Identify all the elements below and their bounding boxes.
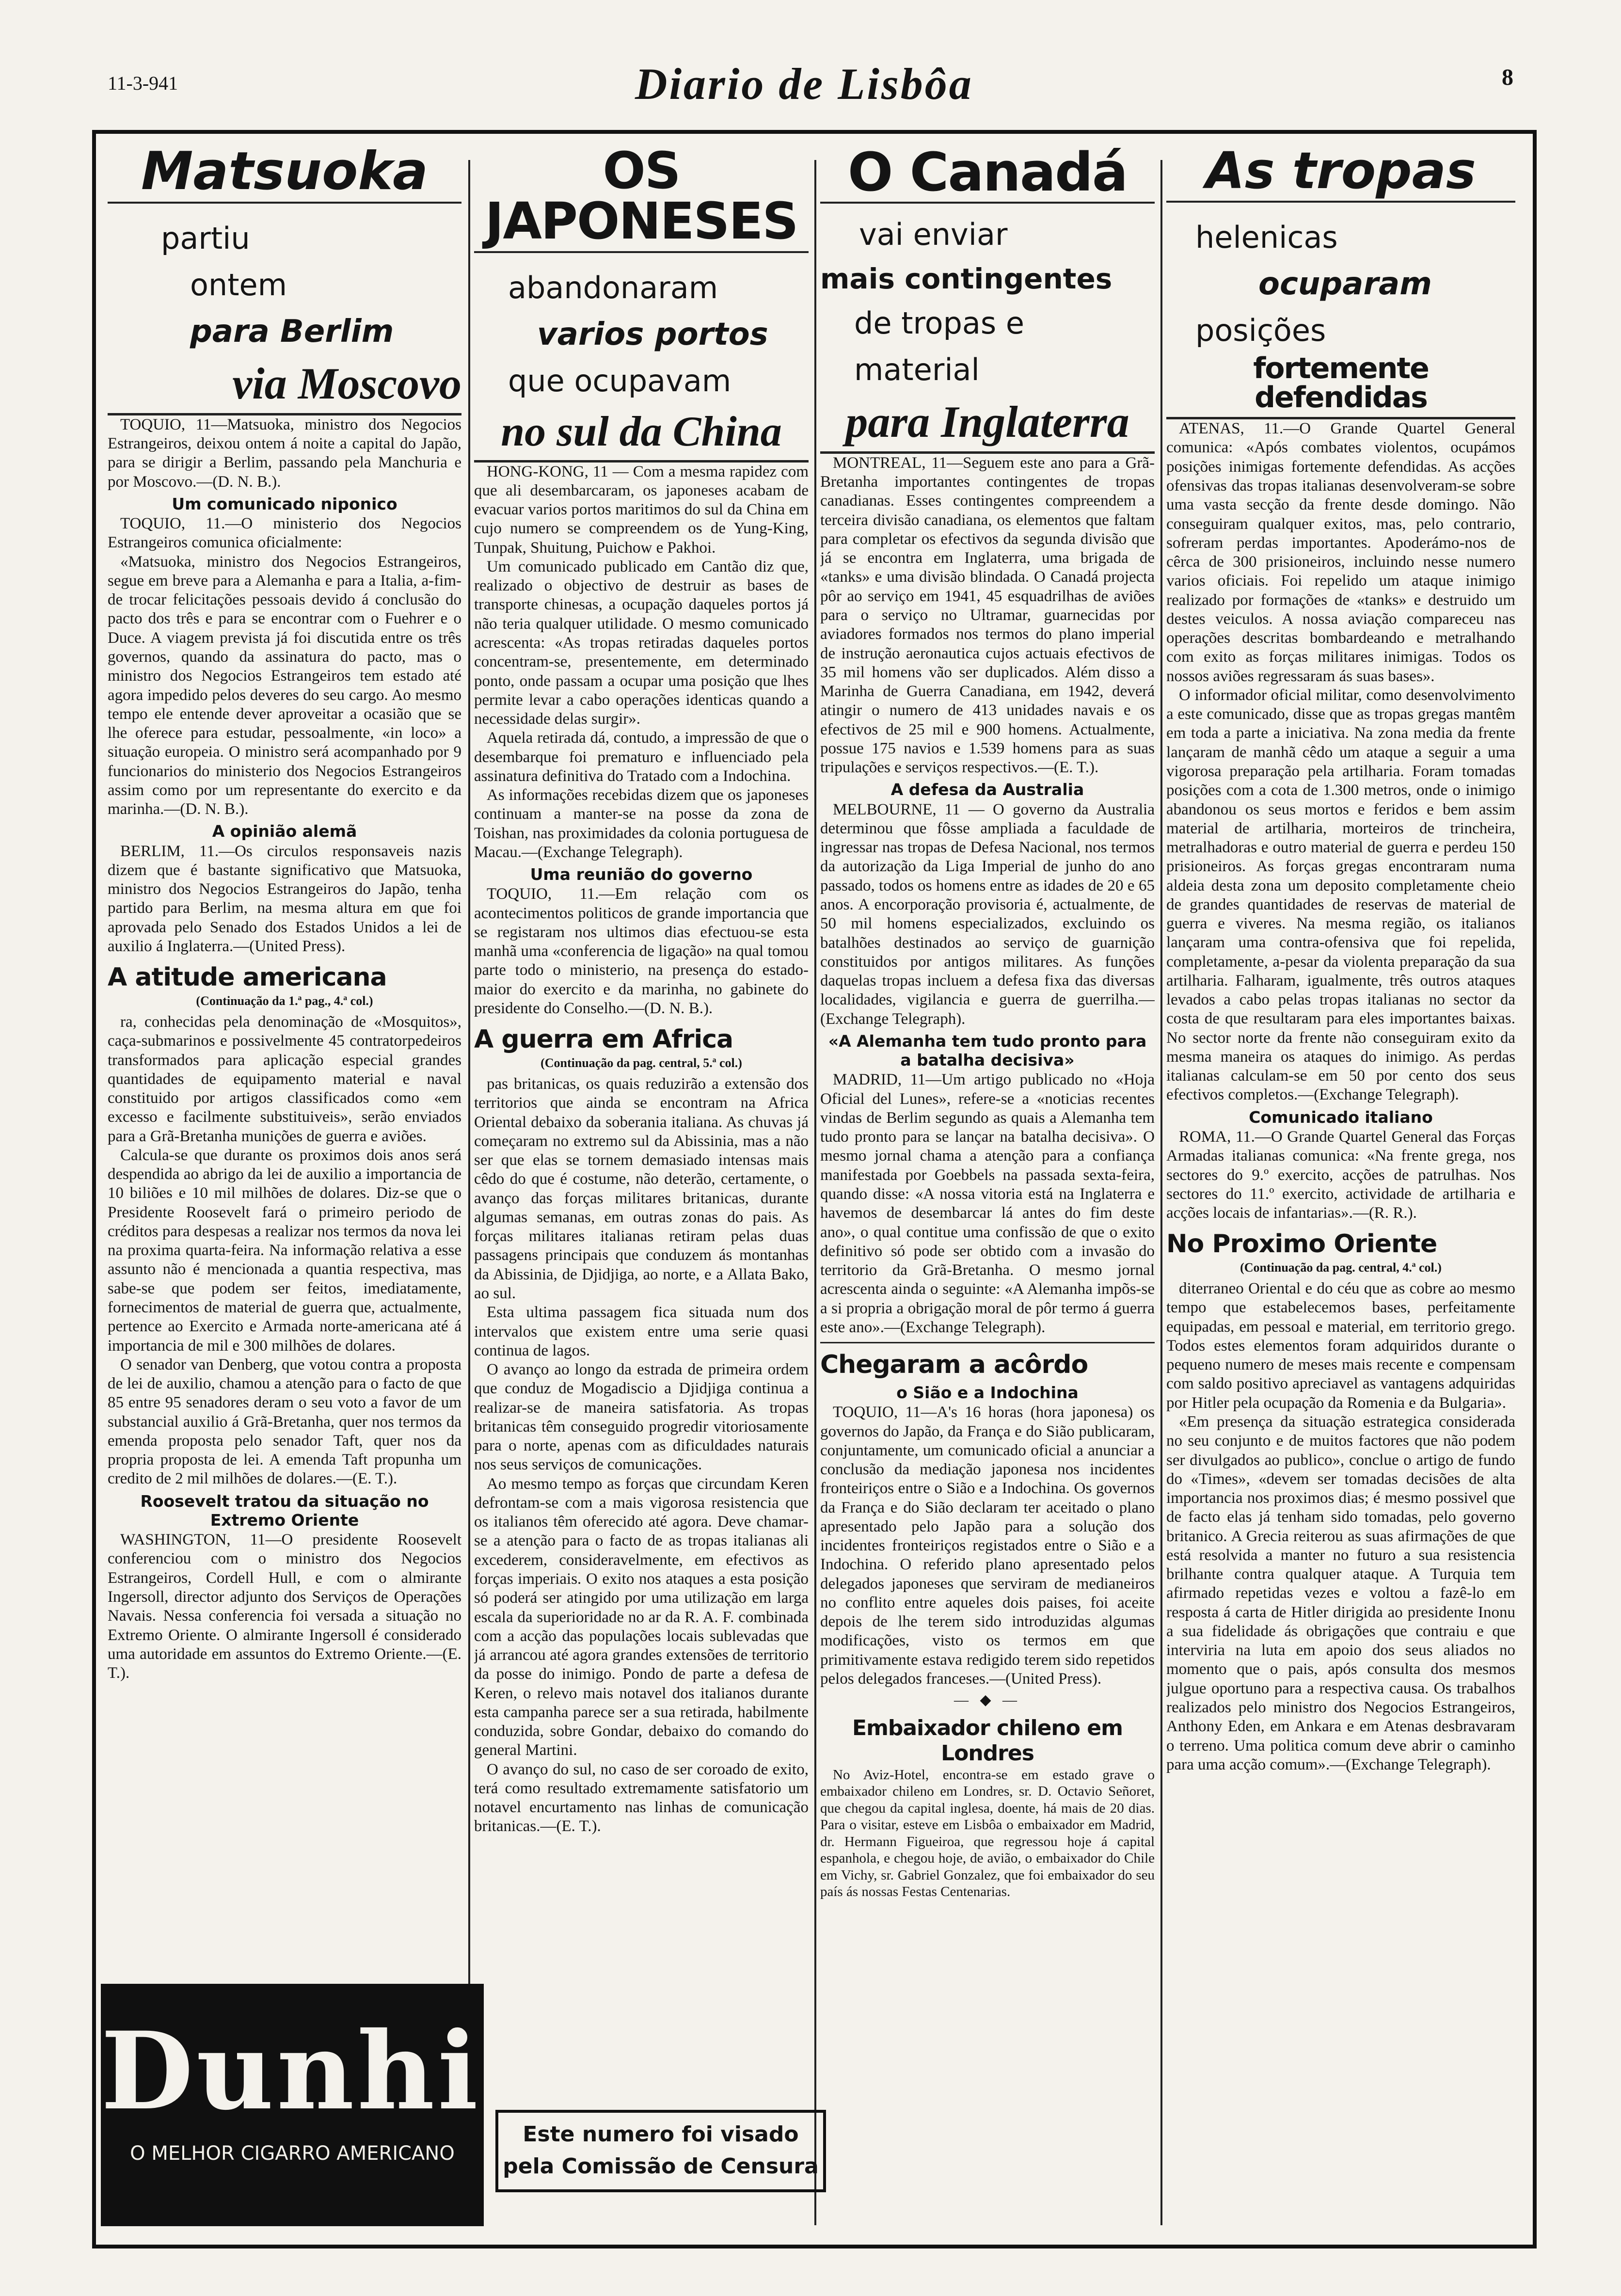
paragraph: HONG-KONG, 11 — Com a mesma rapidez com que ali desembarcaram, os japoneses acabam de evacuar varios portos maritimos do sul da China em cujo numero se compreendem os de Yung-King, Tunpak, Shuitung, Puichow e Pakhoi. xyxy=(474,462,809,557)
column-canada xyxy=(820,145,1155,2235)
page-number: 8 xyxy=(1502,64,1513,90)
headline: Matsuoka xyxy=(108,145,461,204)
paragraph: O informador oficial militar, como desenvolvimento a este comunicado, disse que as tropas gregas mantêm em toda a parte a iniciativa. Na zona media da frente lançaram de manhã cêdo um ataque a seguir a uma vigorosa preparação pela artilharia. Foram tomadas posições com a cota de 1.300 metros, onde o inimigo abandonou os seus mortos e feridos e bem assim material de artilharia, morteiros de trincheira, metralhadoras e outro material de guerra e perdeu 150 prisioneiros. As forças gregas encontraram numa aldeia desta zona um deposito completamente cheio de grandes quantidades de reservas de material de guerra e viveres. Na mesma região, os italianos lançaram uma contra-ofensiva que foi repelida, completamente, a-pesar da violenta preparação da sua artilharia. Falharam, igualmente, três outros ataques levados a cabo pelas tropas italianas no sector da costa de que resultaram para eles importantes baixas. No sector norte da frente não conseguiram exito da mesma maneira os ataques do inimigo. As perdas italianas calculam-se em 50 por cento dos seus efectivos completos.—(Exchange Telegraph). xyxy=(1166,686,1515,1104)
subheading: o Sião e a Indochina xyxy=(896,1383,1079,1402)
paragraph: TOQUIO, 11.—Em relação com os acontecimentos politicos de grande importancia que se registaram nos ultimos dias efectuou-se esta manhã uma «conferencia de ligação» na qual tomou parte todo o ministerio, na presença do estado-maior do exercito e da marinha, no gabinete do presidente do Conselho.—(D. N. B.). xyxy=(474,885,809,1018)
paragraph: ra, conhecidas pela denominação de «Mosquitos», caça-submarinos e possivelmente 45 contratorpedeiros transformados para aplicação especial grandes quantidades de equipamento material e naval constituido por artigos classificados como «em excesso e facilmente substituiveis», serão enviados para a Grã-Bretanha munições de guerra e aviões. xyxy=(108,1013,461,1145)
deck-line: partiu xyxy=(161,221,250,256)
deck-line: de tropas e material xyxy=(854,305,1025,388)
continuation-note: (Continuação da pag. central, 5.ª col.) xyxy=(540,1056,742,1070)
deck-line: via Moscovo xyxy=(108,355,461,415)
paragraph: ROMA, 11.—O Grande Quartel General das Forças Armadas italianas comunica: «Na frente grega, nos sectores do 9.º exercito, acções de patrulhas. Nos sectores do 11.º exercito, actividade de artilharia e acções locais de infantarias».—(R. R.). xyxy=(1166,1128,1515,1222)
deck-line: ocuparam xyxy=(1258,266,1432,303)
divider xyxy=(820,1342,1155,1343)
section-heading: Embaixador chileno em Londres xyxy=(852,1715,1123,1766)
deck-line: no sul da China xyxy=(474,404,809,462)
paragraph: Aquela retirada dá, contudo, a impressão de que o desembarque foi prematuro e influenciado pela assinatura definitiva do Tratado com a Indochina. xyxy=(474,729,809,785)
headline: As tropas xyxy=(1166,145,1515,203)
article-body xyxy=(108,415,461,1683)
paragraph: «Matsuoka, ministro dos Negocios Estrangeiros, segue em breve para a Alemanha e para a Italia, a-fim-de trocar felicitações pessoais devido á conclusão do pacto dos três e para se encontrar com o Fuehrer e o Duce. A viagem prevista já foi discutida entre os três governos, quando da assinatura do pacto, mas o ministro dos Negocios Estrangeiros tem estado até agora impedido pelos deveres do seu cargo. Ao mesmo tempo ele entende dever aproveitar a ocasião que se lhe oferece para estudar, pessoalmente, «in loco» a situação europeia. O ministro será acompanhado por 9 funcionarios do ministerio dos Negocios Estrangeiros assim como por um representante do exercito e da marinha.—(D. N. B.). xyxy=(108,553,461,818)
paragraph: O avanço do sul, no caso de ser coroado de exito, terá como resultado extremamente satisfatorio um notavel encurtamento nas linhas de comunicação britanicas.—(E. T.). xyxy=(474,1760,809,1835)
subheading: Roosevelt tratou da situação no Extremo Oriente xyxy=(140,1491,429,1530)
deck-line: posições xyxy=(1195,313,1326,349)
dunhill-advertisement xyxy=(101,1984,568,2226)
subheading: Um comunicado niponico xyxy=(172,494,397,513)
paragraph: pas britanicas, os quais reduzirão a extensão dos territorios que ainda se encontram na Africa Oriental debaixo da soberania italiana. As chuvas já começaram no extremo sul da Abissinia, mas a não ser que elas se tornem demasiado intensas mais cêdo do que é costume, não deterão, certamente, o avanço das forças militares britanicas, durante algumas semanas, em outras zonas do pais. As forças militares italianas retiram pelas duas passagens principais que conduzem ás montanhas da Abissinia, de Djidjiga, ao norte, e a Allata Bako, ao sul. xyxy=(474,1075,809,1303)
deck-line: ontem xyxy=(190,267,287,303)
paragraph: Esta ultima passagem fica situada num dos intervalos que existem entre uma serie quasi continua de lagos. xyxy=(474,1304,809,1359)
subheading: Uma reunião do governo xyxy=(530,865,753,884)
column-rule xyxy=(1160,160,1162,2225)
paragraph: BERLIM, 11.—Os circulos responsaveis nazis dizem que é bastante significativo que Matsuoka, ministro dos Negocios Estrangeiros do Japão, tenha partido para Berlim, na mesma altura em que foi aprovada pelo Senado dos Estados Unidos a lei de auxilio á Inglaterra.—(United Press). xyxy=(108,842,461,955)
subheading: Comunicado italiano xyxy=(1249,1107,1433,1127)
paragraph: «Em presença da situação estrategica considerada no seu conjunto e de muitos factores que não podem ser divulgados ao publico», conclue o artigo de fundo do «Times», «devem ser tomadas decisões de alta importancia nos proximos dias; é mesmo possivel que de facto elas já tenham sido tomadas, pelo governo britanico. A Grecia reiterou as suas afirmações de que está resolvida a manter no futuro a sua resistencia brilhante contra qualquer ataque. A Turquia tem afirmado repetidas vezes e voltou a fazê-lo em resposta á carta de Hitler dirigida ao presidente Inonu a sua fidelidade ás obrigações que contraiu e que interviria na luta em apoio dos seus aliados no momento que o pais, após consulta dos mesmos julgue oportuno para a respectiva causa. Os trabalhos realizados pelo ministro dos Negocios Estrangeiros, Anthony Eden, em Ankara e em Atenas desbravaram o terreno. Uma politica comum deve abrir o caminho para uma acção comum».—(Exchange Telegraph). xyxy=(1166,1413,1515,1773)
deck-line: para Inglaterra xyxy=(820,393,1155,454)
paragraph: Calcula-se que durante os proximos dois anos será despendida ao abrigo da lei de auxilio a importancia de 10 biliões e 10 mil milhões de dolares. Diz-se que o Presidente Roosevelt fará o primeiro periodo de créditos para despesas a realizar nos termos da nova lei na proxima quarta-feira. Na informação relativa a esse assunto não é mencionada a quantia respectiva, mas sabe-se que podem ser feitos, imediatamente, fornecimentos de material de guerra que, actualmente, pertence ao Exercito e Armada norte-americana até á importancia de mil e 300 milhões de dolares. xyxy=(108,1146,461,1355)
masthead xyxy=(0,0,1621,126)
section-heading: Chegaram a acôrdo xyxy=(820,1350,1088,1380)
deck-line: vai enviar xyxy=(859,217,1008,252)
paragraph: MADRID, 11—Um artigo publicado no «Hoja Oficial del Lunes», refere-se a «noticias recentes vindas de Berlim segundo as quais a Alemanha tem tudo pronto para se lançar na batalha decisiva». O mesmo jornal chama a atenção para a confiança manifestada por Goebbels na passada sexta-feira, quando disse: «A nossa vitoria está na Inglaterra e havemos de desembarcar lá antes do fim deste ano», o qual contitue uma confissão de que o exito definitivo só pode ser obtido com a invasão do territorio da Grã-Bretanha. O mesmo jornal acrescenta ainda o seguinte: «A Alemanha impõs-se a si propria a obrigação moral de pôr termo á guerra este ano».—(Exchange Telegraph). xyxy=(820,1071,1155,1336)
article-body xyxy=(820,454,1155,1900)
column-japoneses xyxy=(474,145,809,2235)
deck-line: helenicas xyxy=(1195,220,1338,255)
section-heading: A atitude americana xyxy=(108,963,387,992)
column-rule xyxy=(814,160,816,2225)
censorship-notice: Este numero foi visado pela Comissão de Censura xyxy=(495,2110,826,2192)
paragraph: TOQUIO, 11—Matsuoka, ministro dos Negocios Estrangeiros, deixou ontem á noite a capital do Japão, para se dirigir a Berlim, passando pela Manchuria e por Moscovo.—(D. N. B.). xyxy=(108,415,461,491)
continuation-note: (Continuação da 1.ª pag., 4.ª col.) xyxy=(196,994,373,1008)
column-tropas xyxy=(1166,145,1515,2235)
newspaper-title: Diario de Lisbôa xyxy=(635,59,973,109)
column-matsuoka xyxy=(108,145,461,2235)
issue-date: 11-3-941 xyxy=(108,72,178,94)
paragraph: No Aviz-Hotel, encontra-se em estado grave o embaixador chileno em Londres, sr. D. Octavio Señoret, que chegou da capital inglesa, doente, há mais de 20 dias. Para o visitar, esteve em Lisbôa o embaixador em Madrid, dr. Hermann Figueiroa, que regressou hoje á capital espanhola, e chegou hoje, de avião, o embaixador do Chile em Vichy, sr. Gabriel Gonzalez, que foi embaixador do seu país ás nossas Festas Centenarias. xyxy=(820,1767,1155,1900)
deck-line: para Berlim xyxy=(190,314,394,350)
paragraph: O avanço ao longo da estrada de primeira ordem que conduz de Mogadiscio a Djidjiga continua a realizar-se de maneira satisfatoria. As tropas britanicas têm conseguido progredir vitoriosamente para o norte, apenas com as dificuldades naturais nos seus serviços de comunicações. xyxy=(474,1361,809,1474)
article-body xyxy=(1166,419,1515,1774)
paragraph: MELBOURNE, 11 — O governo da Australia determinou que fôsse ampliada a faculdade de ingressar nas tropas de Defesa Nacional, nos termos da autorização da Liga Imperial de junho do ano passado, todos os homens entre as idades de 20 e 65 anos. A encorporação provisoria é, actualmente, de 50 mil homens especializados, excluindo os batalhões destinados ao serviço de guarnição constituidos por antigos militares. As funções daquelas tropas incluem a defesa fixa das diversas localidades, vigilancia e guerra de guerrilha.—(Exchange Telegraph). xyxy=(820,800,1155,1028)
headline: OS JAPONESES xyxy=(474,145,809,253)
paragraph: Ao mesmo tempo as forças que circundam Keren defrontam-se com a mais vigorosa resistencia que os italianos têm oferecido até agora. Deve chamar-se a atenção para o facto de as tropas italianas ali excederem, consideravelmente, em efectivos as forças imperiais. O exito nos ataques a esta posição só poderá ser atingido por uma utilização em larga escala da superioridade no ar da R. A. F. combinada com a acção das populações locais sublevadas que já arrancou até agora grandes extensões de territorio da posse do inimigo. Pondo de parte a defesa de Keren, o relevo mais notavel dos italianos durante esta campanha parece ser a sua retirada, habilmente conduzida, sobre Gondar, debaixo do comando do general Martini. xyxy=(474,1475,809,1759)
ad-brand: Dunhill xyxy=(101,2008,568,2134)
paragraph: Um comunicado publicado em Cantão diz que, realizado o objectivo de destruir as bases de transporte chinesas, a ocupação daqueles portos já não teria qualquer utilidade. O mesmo comunicado acrescenta: «As tropas retiradas daqueles portos concentram-se, presentemente, em determinado ponto, onde passam a ocupar uma posição que lhes permite levar a cabo operações identicas quando a necessidade delas surgir». xyxy=(474,558,809,728)
paragraph: O senador van Denberg, que votou contra a proposta de lei de auxilio, chamou a atenção para o facto de que 85 entre 95 senadores deram o seu voto a favor de um substancial auxilio á Grã-Bretanha, quer nos termos da emenda proposta pelo senador Taft, quer nos da propria proposta de lei. A emenda Taft propunha um credito de 2 mil milhões de dolares.—(E. T.). xyxy=(108,1355,461,1488)
deck-line: abandonaram xyxy=(508,270,718,305)
headline: O Canadá xyxy=(820,145,1155,204)
paragraph: TOQUIO, 11—A's 16 horas (hora japonesa) os governos do Japão, da França e do Sião publicaram, conjuntamente, um comunicado oficial a anunciar a conclusão da mediação japonesa nos incidentes fronteiriços entre o Sião e a Indochina. Os governos da França e do Sião declaram ter aceitado o plano apresentado pelo Japão para a solução dos incidentes fronteiriços registados entre o Sião e a Indochina. O referido plano apresentado pelos delegados japoneses que serviram de medianeiros no conflito entre aqueles dois paises, foi aceite depois de lhe terem sido introduzidas algumas modificações, visto os termos em que primitivamente estava redigido terem sido repetidos pelos delegados franceses.—(United Press). xyxy=(820,1403,1155,1688)
deck-line: mais contingentes xyxy=(820,262,1112,296)
paragraph: ATENAS, 11.—O Grande Quartel General comunica: «Após combates violentos, ocupámos posições inimigas fortemente defendidas. As acções ofensivas das tropas italianas desenvolveram-se sobre uma vasta secção da frente desde domingo. Não conseguiram qualquer exitos, mas, pelo contrario, sofreram perdas importantes. Apoderámo-nos de cêrca de 300 prisioneiros, incluindo nesse numero varios oficiais. Foi repelido um ataque inimigo realizado por formações de «tanks» e destruido um destes veiculos. A nossa aviação compareceu nas operações descritas bombardeando e metralhando com exito as forças militares inimigas. Todos os nossos aviões regressaram ás suas bases». xyxy=(1166,420,1515,685)
subheading: A opinião alemã xyxy=(212,822,357,841)
deck-line: que ocupavam xyxy=(508,363,731,399)
deck-line: fortemente defendidas xyxy=(1166,354,1515,419)
continuation-note: (Continuação da pag. central, 4.ª col.) xyxy=(1240,1260,1442,1275)
article-body xyxy=(474,462,809,1836)
column-rule xyxy=(468,160,470,2225)
section-heading: No Proximo Oriente xyxy=(1166,1229,1437,1259)
section-heading: A guerra em Africa xyxy=(474,1025,733,1054)
paragraph: TOQUIO, 11.—O ministerio dos Negocios Estrangeiros comunica oficialmente: xyxy=(108,515,461,552)
paragraph: diterraneo Oriental e do céu que as cobre ao mesmo tempo que estabelecemos bases, perfeitamente equipadas, em pessoal e material, em territorio grego. Todos estes elementos foram adquiridos durante o pequeno numero de meses mais recente e compensam com saldo positivo apreciavel as vantagens adquiridas por Hitler pela ocupação da Romenia e da Bulgaria». xyxy=(1166,1280,1515,1412)
paragraph: WASHINGTON, 11—O presidente Roosevelt conferenciou com o ministro dos Negocios Estrangeiros, Cordell Hull, e com o almirante Ingersoll, director adjunto dos Serviços de Operações Navais. Nessa conferencia foi versada a situação no Extremo Oriente. O almirante Ingersoll é considerado uma autoridade em assuntos do Extremo Oriente.—(E. T.). xyxy=(108,1531,461,1682)
subheading: A defesa da Australia xyxy=(890,780,1084,799)
paragraph: As informações recebidas dizem que os japoneses continuam a manter-se na posse da zona de Toishan, nas proximidades da colonia portuguesa de Macau.—(Exchange Telegraph). xyxy=(474,786,809,861)
ad-tagline: O MELHOR CIGARRO AMERICANO xyxy=(130,2142,455,2165)
ornament-divider: — ◆ — xyxy=(954,1692,1021,1708)
subheading: «A Alemanha tem tudo pronto para a batalha decisiva» xyxy=(828,1031,1147,1070)
deck-line: varios portos xyxy=(537,317,768,353)
paragraph: MONTREAL, 11—Seguem este ano para a Grã-Bretanha importantes contingentes de tropas canadianas. Esses contingentes compreendem a terceira divisão canadiana, os elementos que faltam para completar os efectivos da segunda divisão que já se encontra em Inglaterra, uma brigada de «tanks» e uma divisão blindada. O Canadá projecta pôr ao serviço em 1941, 45 esquadrilhas de aviões para o serviço no Ultramar, guarnecidas por aviadores formados nos termos do plano imperial de instrução aeronautica cujos actuais efectivos de 35 mil homens vão ser duplicados. Além disso a Marinha de Guerra Canadiana, em 1942, deverá atingir o numero de 413 unidades navais e os efectivos de 25 mil e 900 homens. Actualmente, possue 175 navios e 1.539 homens para as suas tripulações e serviços respectivos.—(E. T.). xyxy=(820,454,1155,777)
